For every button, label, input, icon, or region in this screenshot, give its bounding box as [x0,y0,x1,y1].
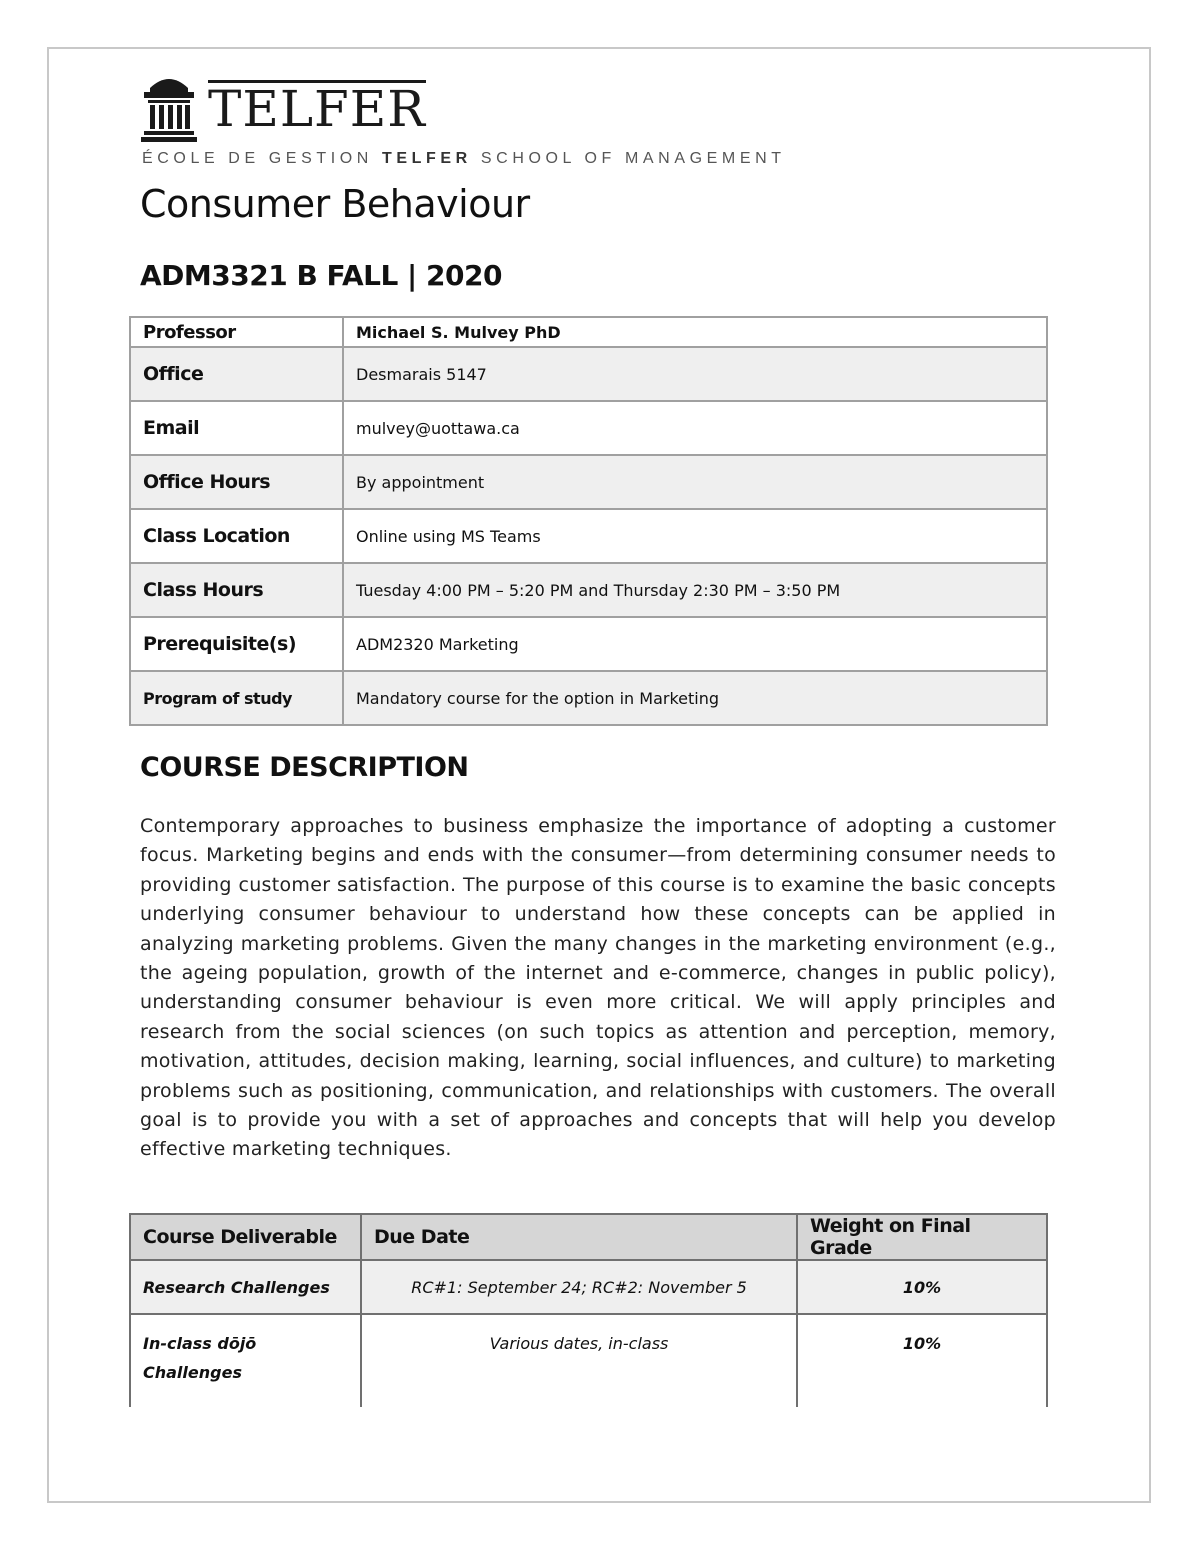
table-row [130,617,1047,671]
info-label: Program of study [130,671,343,725]
deliverable-due: Various dates, in-class [361,1314,797,1407]
info-label: Prerequisite(s) [130,617,343,671]
course-description-text: Contemporary approaches to business emphasize the importance of adopting a customer focus. Marketing begins and ends with the consumer—from determining consumer needs to providing customer satisfaction. The purpose of this course is to examine the basic concepts underlying consumer behaviour to understand how these concepts can be applied in analyzing marketing problems. Given the many changes in the marketing environment (e.g., the ageing population, growth of the internet and e-commerce, changes in public policy), understanding consumer behaviour is even more critical. We will apply principles and research from the social sciences (on such topics as attention and perception, memory, motivation, attitudes, decision making, learning, social influences, and culture) to marketing problems such as positioning, communication, and relationships with customers. The overall goal is to provide you with a set of approaches and concepts that will help you develop effective marketing techniques. [140,815,1056,1161]
info-label: Office Hours [130,455,343,509]
table-row [130,563,1047,617]
tagline-bold: TELFER [382,150,472,167]
course-info-table [129,316,1048,726]
deliverable-name: In-class dōjō Challenges [130,1314,361,1407]
tagline-prefix: ÉCOLE DE GESTION [142,150,383,167]
info-label: Class Hours [130,563,343,617]
logo-wordmark: TELFER [208,80,426,138]
info-label: Email [130,401,343,455]
info-value: Desmarais 5147 [343,347,1047,401]
table-row [130,1314,1047,1407]
info-value: Online using MS Teams [343,509,1047,563]
table-row [130,1260,1047,1314]
info-value: ADM2320 Marketing [343,617,1047,671]
table-row [130,317,1047,347]
table-row [130,671,1047,725]
column-header: Due Date [361,1214,797,1260]
table-row [130,401,1047,455]
course-code: ADM3321 B FALL | 2020 [140,259,502,292]
course-description-heading: COURSE DESCRIPTION [140,752,469,783]
deliverable-weight: 10% [797,1260,1047,1314]
info-label: Office [130,347,343,401]
info-label: Class Location [130,509,343,563]
deliverables-table [129,1213,1048,1407]
logo-tagline [142,150,786,168]
deliverable-name: Research Challenges [130,1260,361,1314]
email-link[interactable]: mulvey@uottawa.ca [343,401,1047,455]
info-value: Michael S. Mulvey PhD [343,317,1047,347]
telfer-logo [140,72,880,172]
info-value: Mandatory course for the option in Marketing [343,671,1047,725]
info-value: By appointment [343,455,1047,509]
deliverable-due: RC#1: September 24; RC#2: November 5 [361,1260,797,1314]
column-header: Course Deliverable [130,1214,361,1260]
info-label: Professor [130,317,343,347]
info-value: Tuesday 4:00 PM – 5:20 PM and Thursday 2:30 PM – 3:50 PM [343,563,1047,617]
table-row [130,347,1047,401]
course-title: Consumer Behaviour [140,182,530,226]
deliverable-weight: 10% [797,1314,1047,1407]
table-row [130,455,1047,509]
table-row [130,509,1047,563]
table-header-row [130,1214,1047,1260]
tagline-suffix: SCHOOL OF MANAGEMENT [471,150,786,167]
building-icon [140,72,198,142]
column-header: Weight on Final Grade [797,1214,1047,1260]
